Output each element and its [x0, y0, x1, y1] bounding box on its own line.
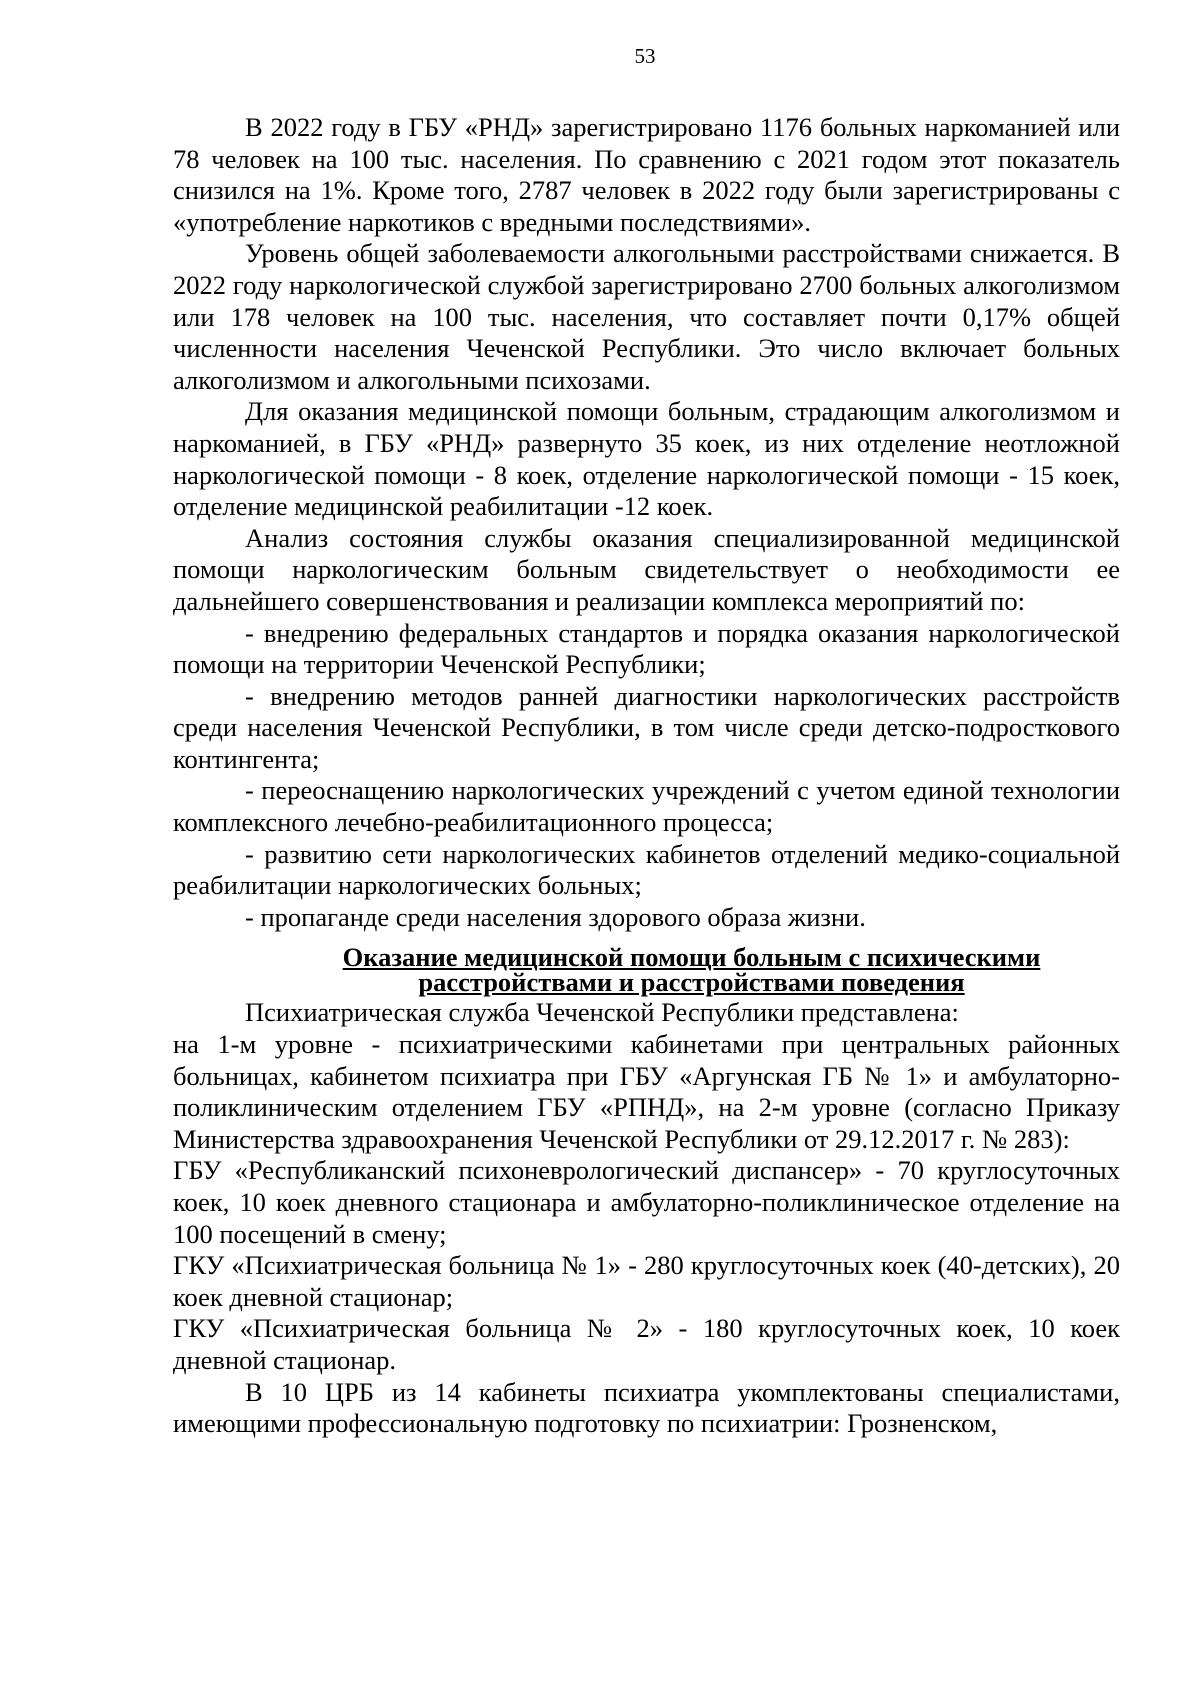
document-body — [173, 112, 1120, 1440]
list-item-healthy-lifestyle: - пропаганде среди населения здорового образа жизни. — [245, 901, 866, 932]
list-item-federal-standards: - внедрению федеральных стандартов и порядка оказания наркологической помощи на территории Чеченской Республики; — [173, 617, 1120, 680]
section-heading-psychiatric-care: Оказание медицинской помощи больным с психическими расстройствами и расстройствами поведения — [342, 942, 1041, 998]
paragraph-rpnd: ГБУ «Республиканский психоневрологический диспансер» - 70 круглосуточных коек, 10 коек дневного стационара и амбулаторно-поликлиническое отделение на 100 посещений в смену; — [173, 1155, 1120, 1249]
paragraph-hospital-2: ГКУ «Психиатрическая больница № 2» - 180 круглосуточных коек, 10 коек дневной стационар. — [173, 1313, 1120, 1375]
list-item-reequipment: - переоснащению наркологических учреждений с учетом единой технологии комплексного лечебно-реабилитационного процесса; — [173, 775, 1120, 838]
paragraph-bed-capacity: Для оказания медицинской помощи больным, страдающим алкоголизмом и наркоманией, в ГБУ «РНД» развернуто 35 коек, из них отделение неотложной наркологической помощи - 8 коек, отделение наркологической помощи - 15 коек, отделение медицинской реабилитации -12 коек. — [173, 396, 1120, 522]
paragraph-narcomania-stats: В 2022 году в ГБУ «РНД» зарегистрировано 1176 больных наркоманией или 78 человек на 100 тыс. населения. По сравнению с 2021 годом этот показатель снизился на 1%. Кроме того, 2787 человек в 2022 году были зарегистрированы с «употребление наркотиков с вредными последствиями». — [173, 112, 1120, 237]
paragraph-service-analysis: Анализ состояния службы оказания специализированной медицинской помощи наркологическим больным свидетельствует о необходимости ее дальнейшего совершенствования и реализации комплекса мероприятий по: — [173, 522, 1120, 616]
list-item-early-diagnostics: - внедрению методов ранней диагностики наркологических расстройств среди населения Чеченской Республики, в том числе среди детско-подросткового контингента; — [173, 680, 1120, 774]
page-number: 53 — [634, 44, 656, 68]
paragraph-first-level: на 1-м уровне - психиатрическими кабинетами при центральных районных больницах, кабинетом психиатра при ГБУ «Аргунская ГБ № 1» и амбулаторно-поликлиническим отделением ГБУ «РПНД», на 2-м уровне (согласно Приказу Министерства здравоохранения Чеченской Республики от 29.12.2017 г. № 283): — [173, 1029, 1120, 1154]
paragraph-alcoholism-stats: Уровень общей заболеваемости алкогольными расстройствами снижается. В 2022 году наркологической службой зарегистрировано 2700 больных алкоголизмом или 178 человек на 100 тыс. населения, что составляет почти 0,17% общей численности населения Чеченской Республики. Это число включает больных алкоголизмом и алкогольными психозами. — [173, 238, 1120, 395]
paragraph-psychiatric-service-intro: Психиатрическая служба Чеченской Республики представлена: — [245, 997, 959, 1028]
paragraph-crb-cabinets: В 10 ЦРБ из 14 кабинеты психиатра укомплектованы специалистами, имеющими профессиональную подготовку по психиатрии: Грозненском, — [173, 1376, 1120, 1439]
paragraph-hospital-1: ГКУ «Психиатрическая больница № 1» - 280 круглосуточных коек (40-детских), 20 коек дневной стационар; — [173, 1250, 1120, 1312]
list-item-cabinet-network: - развитию сети наркологических кабинетов отделений медико-социальной реабилитации наркологических больных; — [173, 838, 1120, 901]
